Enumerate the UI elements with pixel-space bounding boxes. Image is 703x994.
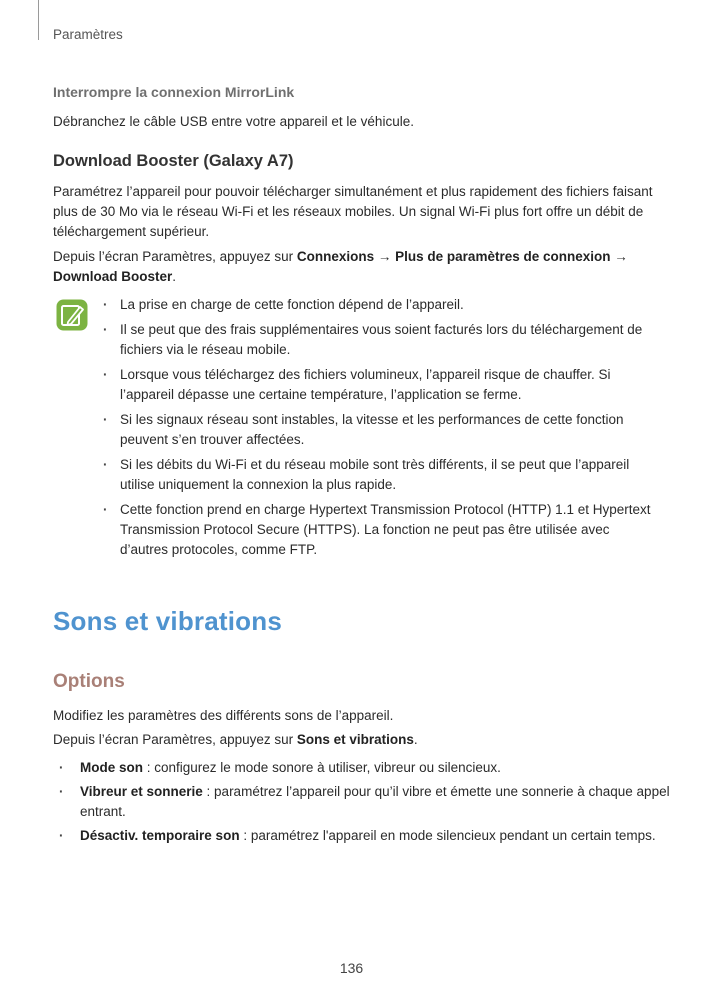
booster-intro: Paramétrez l’appareil pour pouvoir télécharger simultanément et plus rapidement des fichiers faisant plus de 30 Mo via le réseau Wi-Fi et les réseaux mobiles. Un signal Wi-Fi plus fort offre un débit de téléchargement supérieur. <box>53 184 653 239</box>
mirrorlink-title: Interrompre la connexion MirrorLink <box>53 84 295 100</box>
list-item <box>57 758 677 778</box>
path-end: . <box>172 269 177 284</box>
path-sons-vibrations: Sons et vibrations <box>296 732 414 747</box>
options-text: Modifiez les paramètres des différents sons de l’appareil. <box>53 708 394 723</box>
path-prefix: Depuis l’écran Paramètres, appuyez sur <box>53 249 297 264</box>
path-plus-parametres: Plus de paramètres de connexion <box>395 249 611 264</box>
path-prefix: Depuis l’écran Paramètres, appuyez sur <box>53 732 297 747</box>
path-arrow: → <box>374 249 396 264</box>
sons-path <box>53 730 653 750</box>
options-title: Options <box>53 671 125 692</box>
list-item <box>57 826 677 846</box>
mirrorlink-text: Débranchez le câble USB entre votre appareil et le véhicule. <box>53 114 414 129</box>
option-desc: : paramétrez l’appareil pour qu’il vibre et émette une sonnerie à chaque appel entrant. <box>80 784 670 819</box>
list-item: · Si les signaux réseau sont instables, la vitesse et les performances de cette fonction peuvent s’en trouver affectées. <box>100 410 660 450</box>
option-term: Vibreur et sonnerie <box>80 784 203 799</box>
option-desc: : configurez le mode sonore à utiliser, vibreur ou silencieux. <box>143 760 501 775</box>
option-term: Mode son <box>80 760 143 775</box>
option-term: Désactiv. temporaire son <box>80 828 240 843</box>
list-item: · Si les débits du Wi-Fi et du réseau mobile sont très différents, il se peut que l’appareil utilise uniquement la connexion la plus rapide. <box>100 455 660 495</box>
list-item: · Il se peut que des frais supplémentaires vous soient facturés lors du téléchargement de fichiers via le réseau mobile. <box>100 320 660 360</box>
path-download-booster: Download Booster <box>53 269 173 284</box>
list-item: · Lorsque vous téléchargez des fichiers volumineux, l’appareil risque de chauffer. Si l’appareil dépasse une certaine température, l’application se ferme. <box>100 365 660 405</box>
page-header: Paramètres <box>53 27 123 42</box>
note-pencil-icon <box>55 298 89 332</box>
header-rule <box>38 0 39 40</box>
list-item: · Cette fonction prend en charge Hypertext Transmission Protocol (HTTP) 1.1 et Hypertext Transmission Protocol Secure (HTTPS). La fonction ne peut pas être utilisée avec d’autres protocoles, comme FTP. <box>100 500 660 560</box>
booster-path <box>53 247 653 287</box>
section-title: Sons et vibrations <box>53 606 282 636</box>
path-connexions: Connexions <box>296 249 375 264</box>
path-end: . <box>413 732 418 747</box>
booster-notes <box>100 295 660 565</box>
booster-title: Download Booster (Galaxy A7) <box>53 152 294 170</box>
path-arrow: → <box>610 249 628 264</box>
list-item: · La prise en charge de cette fonction dépend de l’appareil. <box>100 295 660 315</box>
option-desc: : paramétrez l'appareil en mode silencieux pendant un certain temps. <box>239 828 656 843</box>
sound-options-list <box>57 758 677 850</box>
page-number: 136 <box>339 960 364 976</box>
list-item <box>57 782 677 822</box>
